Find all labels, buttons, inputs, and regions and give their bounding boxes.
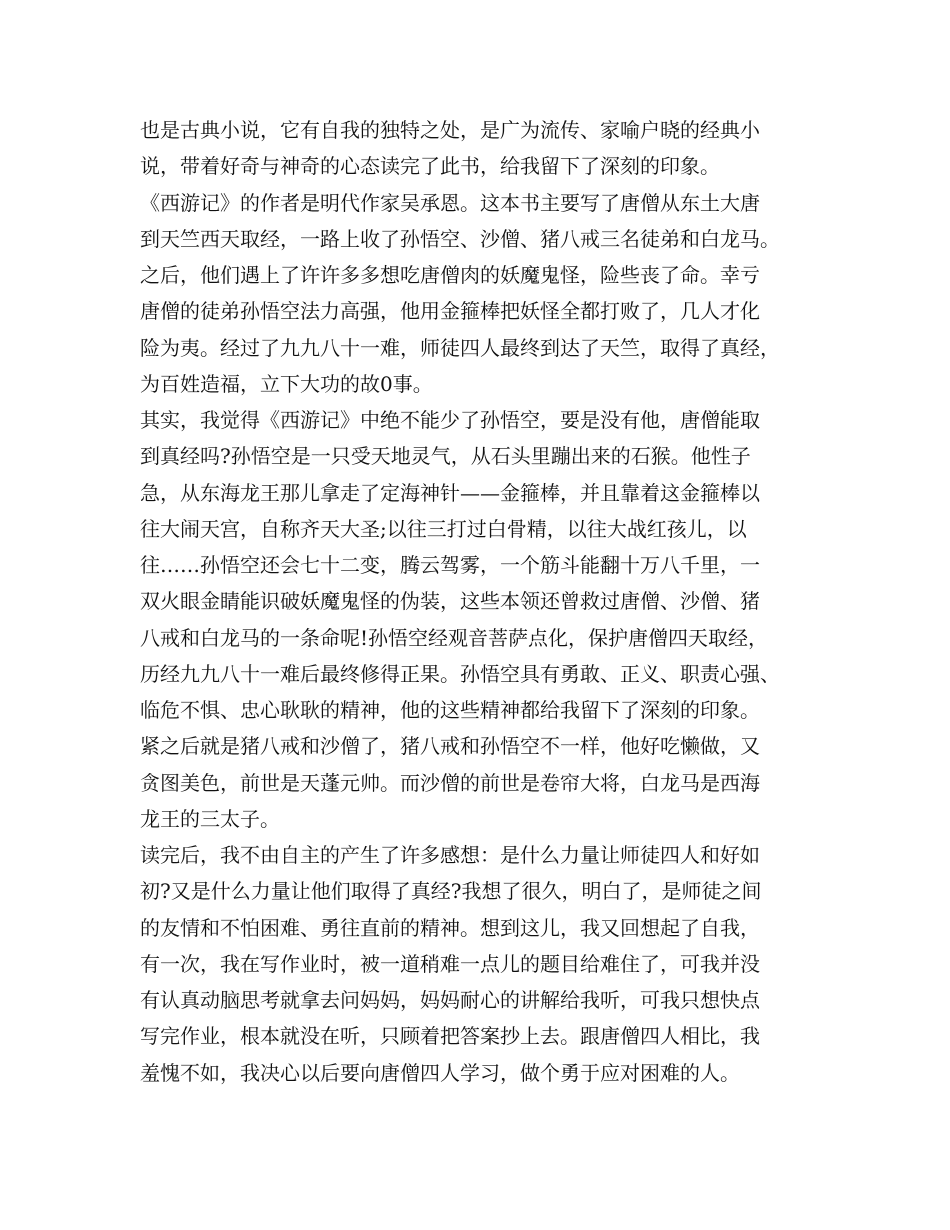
text-line: 有认真动脑思考就拿去问妈妈，妈妈耐心的讲解给我听，可我只想快点 xyxy=(140,988,760,1012)
text-line: 的友情和不怕困难、勇往直前的精神。想到这儿，我又回想起了自我， xyxy=(140,915,760,940)
text-line: 之后，他们遇上了许许多多想吃唐僧肉的妖魔鬼怪，险些丧了命。幸亏 xyxy=(140,263,760,287)
text-line: 急，从东海龙王那儿拿走了定海神针——金箍棒，并且靠着这金箍棒以 xyxy=(140,480,760,505)
text-line: 到真经吗?孙悟空是一只受天地灵气，从石头里蹦出来的石猴。他性子 xyxy=(140,444,751,469)
text-line: 险为夷。经过了九九八十一难，师徒四人最终到达了天竺，取得了真经， xyxy=(140,335,780,360)
text-line: 往……孙悟空还会七十二变，腾云驾雾，一个筋斗能翻十万八千里，一 xyxy=(140,553,760,577)
text-line: 写完作业，根本就没在听，只顾着把答案抄上去。跟唐僧四人相比，我 xyxy=(140,1024,760,1049)
document-body xyxy=(140,112,830,1091)
text-line: 初?又是什么力量让他们取得了真经?我想了很久，明白了，是师徒之间 xyxy=(140,879,762,904)
text-line: 双火眼金睛能识破妖魔鬼怪的伪装，这些本领还曾救过唐僧、沙僧、猪 xyxy=(140,589,760,614)
text-line: 《西游记》的作者是明代作家吴承恩。这本书主要写了唐僧从东土大唐 xyxy=(140,190,760,215)
text-line: 历经九九八十一难后最终修得正果。孙悟空具有勇敢、正义、职责心强、 xyxy=(140,661,780,686)
text-line: 唐僧的徒弟孙悟空法力高强，他用金箍棒把妖怪全都打败了，几人才化 xyxy=(140,299,760,324)
text-line: 为百姓造福，立下大功的故0事。 xyxy=(140,371,433,396)
text-line: 龙王的三太子。 xyxy=(140,806,280,831)
text-line: 贪图美色，前世是天蓬元帅。而沙僧的前世是卷帘大将，白龙马是西海 xyxy=(140,770,760,795)
text-line: 说，带着好奇与神奇的心态读完了此书，给我留下了深刻的印象。 xyxy=(140,154,720,179)
text-line: 紧之后就是猪八戒和沙僧了，猪八戒和孙悟空不一样，他好吃懒做，又 xyxy=(140,734,760,759)
text-line: 八戒和白龙马的一条命呢!孙悟空经观音菩萨点化，保护唐僧四天取经， xyxy=(140,625,769,650)
text-line: 往大闹天宫，自称齐天大圣;以往三打过白骨精，以往大战红孩儿，以 xyxy=(140,516,747,541)
text-line: 其实，我觉得《西游记》中绝不能少了孙悟空，要是没有他，唐僧能取 xyxy=(140,408,760,432)
text-line: 也是古典小说，它有自我的独特之处，是广为流传、家喻户晓的经典小 xyxy=(140,118,760,142)
text-line: 读完后，我不由自主的产生了许多感想：是什么力量让师徒四人和好如 xyxy=(140,843,760,867)
text-line: 临危不惧、忠心耿耿的精神，他的这些精神都给我留下了深刻的印象。 xyxy=(140,698,760,722)
text-line: 羞愧不如，我决心以后要向唐僧四人学习，做个勇于应对困难的人。 xyxy=(140,1060,740,1085)
text-line: 到天竺西天取经，一路上收了孙悟空、沙僧、猪八戒三名徒弟和白龙马。 xyxy=(140,226,780,251)
text-line: 有一次，我在写作业时，被一道稍难一点儿的题目给难住了，可我并没 xyxy=(140,951,760,976)
